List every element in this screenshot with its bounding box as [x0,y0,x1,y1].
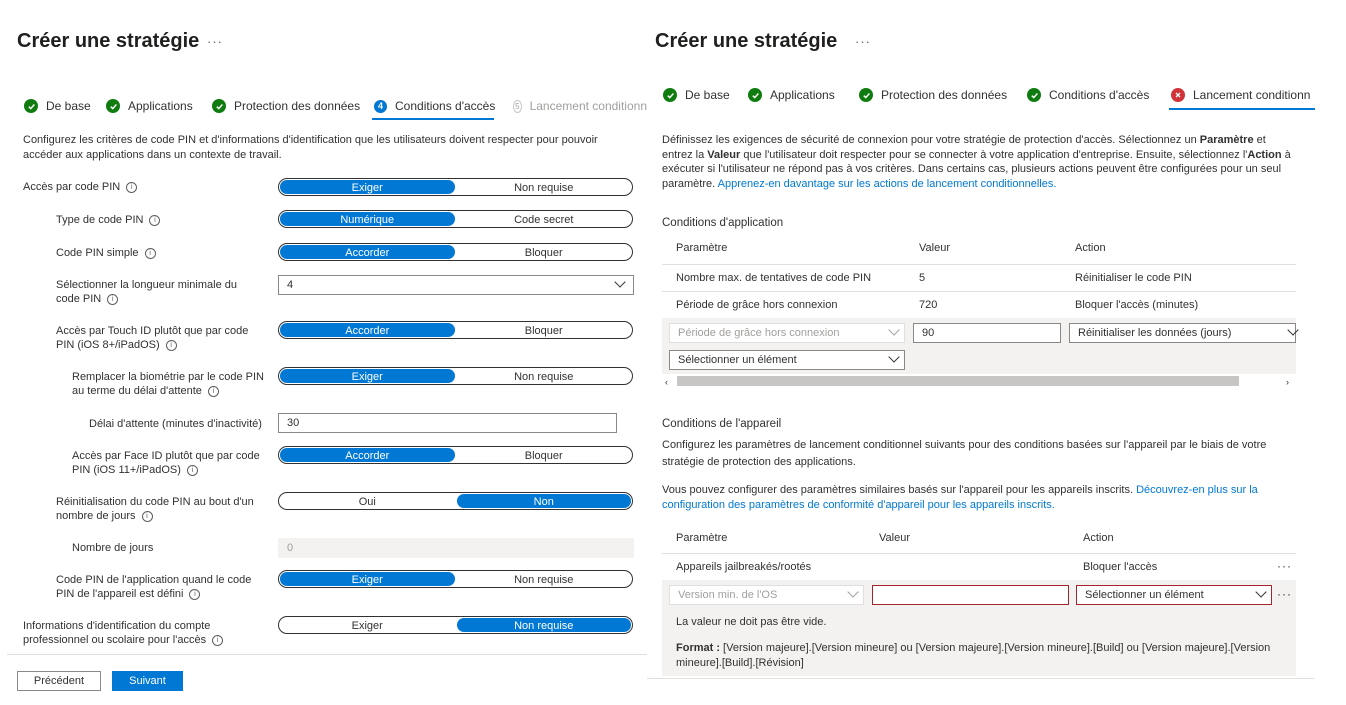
chevron-down-icon [847,586,858,597]
info-icon: i [149,215,160,226]
info-icon: i [145,248,156,259]
value-input[interactable]: 90 [913,323,1061,343]
tab-label: Conditions d'accès [395,99,496,113]
tab-label: Applications [128,99,193,113]
table-cell-action: Réinitialiser le code PIN [1075,272,1192,284]
info-icon: i [142,511,153,522]
step-number-icon: 5 [513,100,522,113]
info-icon: i [187,465,198,476]
info-icon: i [166,340,177,351]
biometric-override-toggle[interactable] [278,367,633,385]
info-icon: i [126,182,137,193]
chevron-down-icon [1287,324,1298,335]
check-icon [24,99,38,113]
page-title: Créer une stratégie [17,30,200,52]
chevron-down-icon [614,276,625,287]
table-cell-value: 720 [919,299,938,311]
toggle-option-no[interactable]: Non [457,494,632,508]
toggle-option-require[interactable]: Exiger [351,620,383,632]
value-input[interactable] [872,585,1069,605]
row-more-button[interactable]: ··· [1277,587,1292,601]
toggle-option-block[interactable]: Bloquer [524,247,563,259]
action-select[interactable]: Sélectionner un élément [1076,585,1272,605]
footer-divider [7,654,647,655]
format-hint: Format : [Version majeure].[Version mineure] ou [Version majeure].[Version mineure].[Build] ou [Version majeure].[Version mineure].[Build].[Révision] [676,642,1271,669]
timeout-label: Délai d'attente (minutes d'inactivité) [89,418,262,430]
tab-access-conditions[interactable] [374,99,495,113]
tab-applications[interactable] [106,99,193,113]
table-divider [662,553,1296,554]
tab-data-protection[interactable] [212,99,360,113]
toggle-option-passcode[interactable]: Code secret [514,214,574,226]
section-description: Définissez les exigences de sécurité de connexion pour votre stratégie de protection d'accès. Sélectionnez un Paramètre et entrez la Valeur que l'utilisateur doit respecter pour se connecter à votre application d'entreprise. Ensuite, sélectionnez l'Action à exécuter si l'utilisateur ne répond pas à vos critères. Dans certains cas, plusieurs actions peuvent être configurées pour un seul paramètre. Apprenez-en davantage sur les actions de lancement conditionnelles. [662,134,1291,190]
min-length-label: Sélectionner la longueur minimale du code PIN i [56,279,237,305]
table-cell-parameter: Période de grâce hors connexion [676,299,838,311]
check-icon [859,88,873,102]
info-icon: i [189,589,200,600]
toggle-option-not-required[interactable]: Non requise [514,574,574,586]
toggle-option-require[interactable]: Exiger [280,572,455,586]
column-header-parameter: Paramètre [676,532,728,544]
toggle-option-numeric[interactable]: Numérique [280,212,455,226]
check-icon [106,99,120,113]
action-select[interactable]: Réinitialiser les données (jours) [1069,323,1296,343]
tab-label: Lancement conditionn [1193,88,1311,102]
chevron-down-icon [888,351,899,362]
toggle-option-allow[interactable]: Accorder [280,448,455,462]
error-icon [1171,88,1185,102]
tab-conditional-launch[interactable] [1171,88,1316,102]
days-label: Nombre de jours [72,542,154,554]
previous-button[interactable]: Précédent [17,671,101,691]
face-id-label: Accès par Face ID plutôt que par code PIN (iOS 11+/iPadOS) i [72,450,260,476]
tab-basics[interactable] [663,88,730,102]
row-more-button[interactable]: ··· [1277,559,1292,573]
simple-pin-toggle[interactable] [278,243,633,261]
app-pin-toggle[interactable] [278,570,633,588]
pin-type-label: Type de code PIN i [56,213,160,227]
info-icon: i [208,386,219,397]
toggle-option-allow[interactable]: Accorder [280,245,455,259]
learn-more-link[interactable]: Apprenez-en davantage sur les actions de lancement conditionnelles. [717,177,1057,190]
column-header-value: Valeur [919,242,950,254]
toggle-option-require[interactable]: Exiger [280,369,455,383]
device-conditions-heading: Conditions de l'appareil [662,418,782,430]
toggle-option-require[interactable]: Exiger [280,180,455,194]
info-icon: i [107,294,118,305]
tab-conditional-launch [513,99,647,113]
check-icon [1027,88,1041,102]
chevron-down-icon [1255,586,1266,597]
simple-pin-label: Code PIN simple i [56,246,156,260]
toggle-option-not-required[interactable]: Non requise [514,182,574,194]
tab-data-protection[interactable] [859,88,1007,102]
active-tab-indicator [1169,108,1315,110]
column-header-action: Action [1083,532,1114,544]
face-id-toggle[interactable] [278,446,633,464]
tab-label: Lancement conditionn [529,99,647,113]
pin-access-label: Accès par code PIN i [23,180,137,194]
table-cell-action: Bloquer l'accès [1083,561,1158,573]
touch-id-toggle[interactable] [278,321,633,339]
new-parameter-select[interactable]: Sélectionner un élément [669,350,905,370]
column-header-value: Valeur [879,532,910,544]
pin-reset-toggle[interactable] [278,492,633,510]
tab-basics[interactable] [24,99,91,113]
tab-applications[interactable] [748,88,835,102]
scroll-left-icon[interactable]: ‹ [665,377,668,387]
check-icon [748,88,762,102]
table-divider [662,264,1296,265]
step-number-icon: 4 [374,100,387,113]
more-options-button[interactable]: ··· [855,34,871,49]
tab-label: De base [685,88,730,102]
days-input: 0 [278,538,634,558]
tab-label: Protection des données [881,88,1008,102]
device-conditions-description: Configurez les paramètres de lancement conditionnel suivants pour des conditions basées sur l'appareil par le biais de votre stratégie de protection des applications. [662,439,1267,468]
column-header-parameter: Paramètre [676,242,728,254]
validation-error-message: La valeur ne doit pas être vide. [676,616,827,628]
toggle-option-yes[interactable]: Oui [358,496,376,508]
footer-divider [647,678,1314,679]
chevron-down-icon [888,324,899,335]
tab-label: De base [46,99,91,113]
pin-reset-label: Réinitialisation du code PIN au bout d'un nombre de jours i [56,496,254,522]
info-icon: i [212,635,223,646]
table-cell-action: Bloquer l'accès (minutes) [1075,299,1199,311]
scrollbar-thumb[interactable] [677,376,1239,386]
toggle-option-not-required[interactable]: Non requise [457,618,632,632]
scroll-right-icon[interactable]: › [1286,377,1289,387]
check-icon [663,88,677,102]
tab-access-conditions[interactable] [1027,88,1149,102]
app-pin-label: Code PIN de l'application quand le code PIN de l'appareil est défini i [56,574,252,600]
table-cell-parameter: Appareils jailbreakés/rootés [676,561,812,573]
table-divider [662,291,1296,292]
section-description: Configurez les critères de code PIN et d'informations d'identification que les utilisateurs doivent respecter pour pouvoir accéder aux applications dans un contexte de travail. [23,134,598,161]
compliance-link[interactable]: Découvrez-en plus sur la configuration des paramètres de conformité d'appareil pour les appareils inscrits. [662,484,1258,511]
toggle-option-allow[interactable]: Accorder [280,323,455,337]
next-button[interactable]: Suivant [112,671,183,691]
horizontal-scrollbar[interactable] [662,374,1296,388]
table-cell-value: 5 [919,272,926,284]
work-credentials-label: Informations d'identification du compte professionnel ou scolaire pour l'accès i [23,619,223,647]
tab-label: Applications [770,88,835,102]
toggle-option-not-required[interactable]: Non requise [514,371,574,383]
check-icon [212,99,226,113]
app-conditions-heading: Conditions d'application [662,217,784,229]
parameter-select: Période de grâce hors connexion [669,323,905,343]
more-options-button[interactable]: ··· [207,34,223,49]
active-tab-indicator [372,118,494,120]
tab-label: Protection des données [234,99,361,113]
toggle-option-block[interactable]: Bloquer [524,325,563,337]
parameter-select: Version min. de l'OS [669,585,864,605]
pin-type-toggle[interactable] [278,210,633,228]
tab-label: Conditions d'accès [1049,88,1150,102]
table-cell-parameter: Nombre max. de tentatives de code PIN [676,272,872,284]
toggle-option-block[interactable]: Bloquer [524,450,563,462]
pin-access-toggle[interactable] [278,178,633,196]
biometric-override-label: Remplacer la biométrie par le code PIN au terme du délai d'attente i [72,371,264,397]
work-credentials-toggle[interactable] [278,616,633,634]
touch-id-label: Accès par Touch ID plutôt que par code PIN (iOS 8+/iPadOS) i [56,325,249,351]
min-length-select[interactable]: 4 [278,275,634,295]
timeout-input[interactable]: 30 [278,413,617,433]
enrolled-devices-note: Vous pouvez configurer des paramètres similaires basés sur l'appareil pour les appareils inscrits. Découvrez-en plus sur la configuration des paramètres de conformité d'appareil pour les appareils inscrits. [662,484,1258,511]
page-title: Créer une stratégie [655,30,838,52]
column-header-action: Action [1075,242,1106,254]
